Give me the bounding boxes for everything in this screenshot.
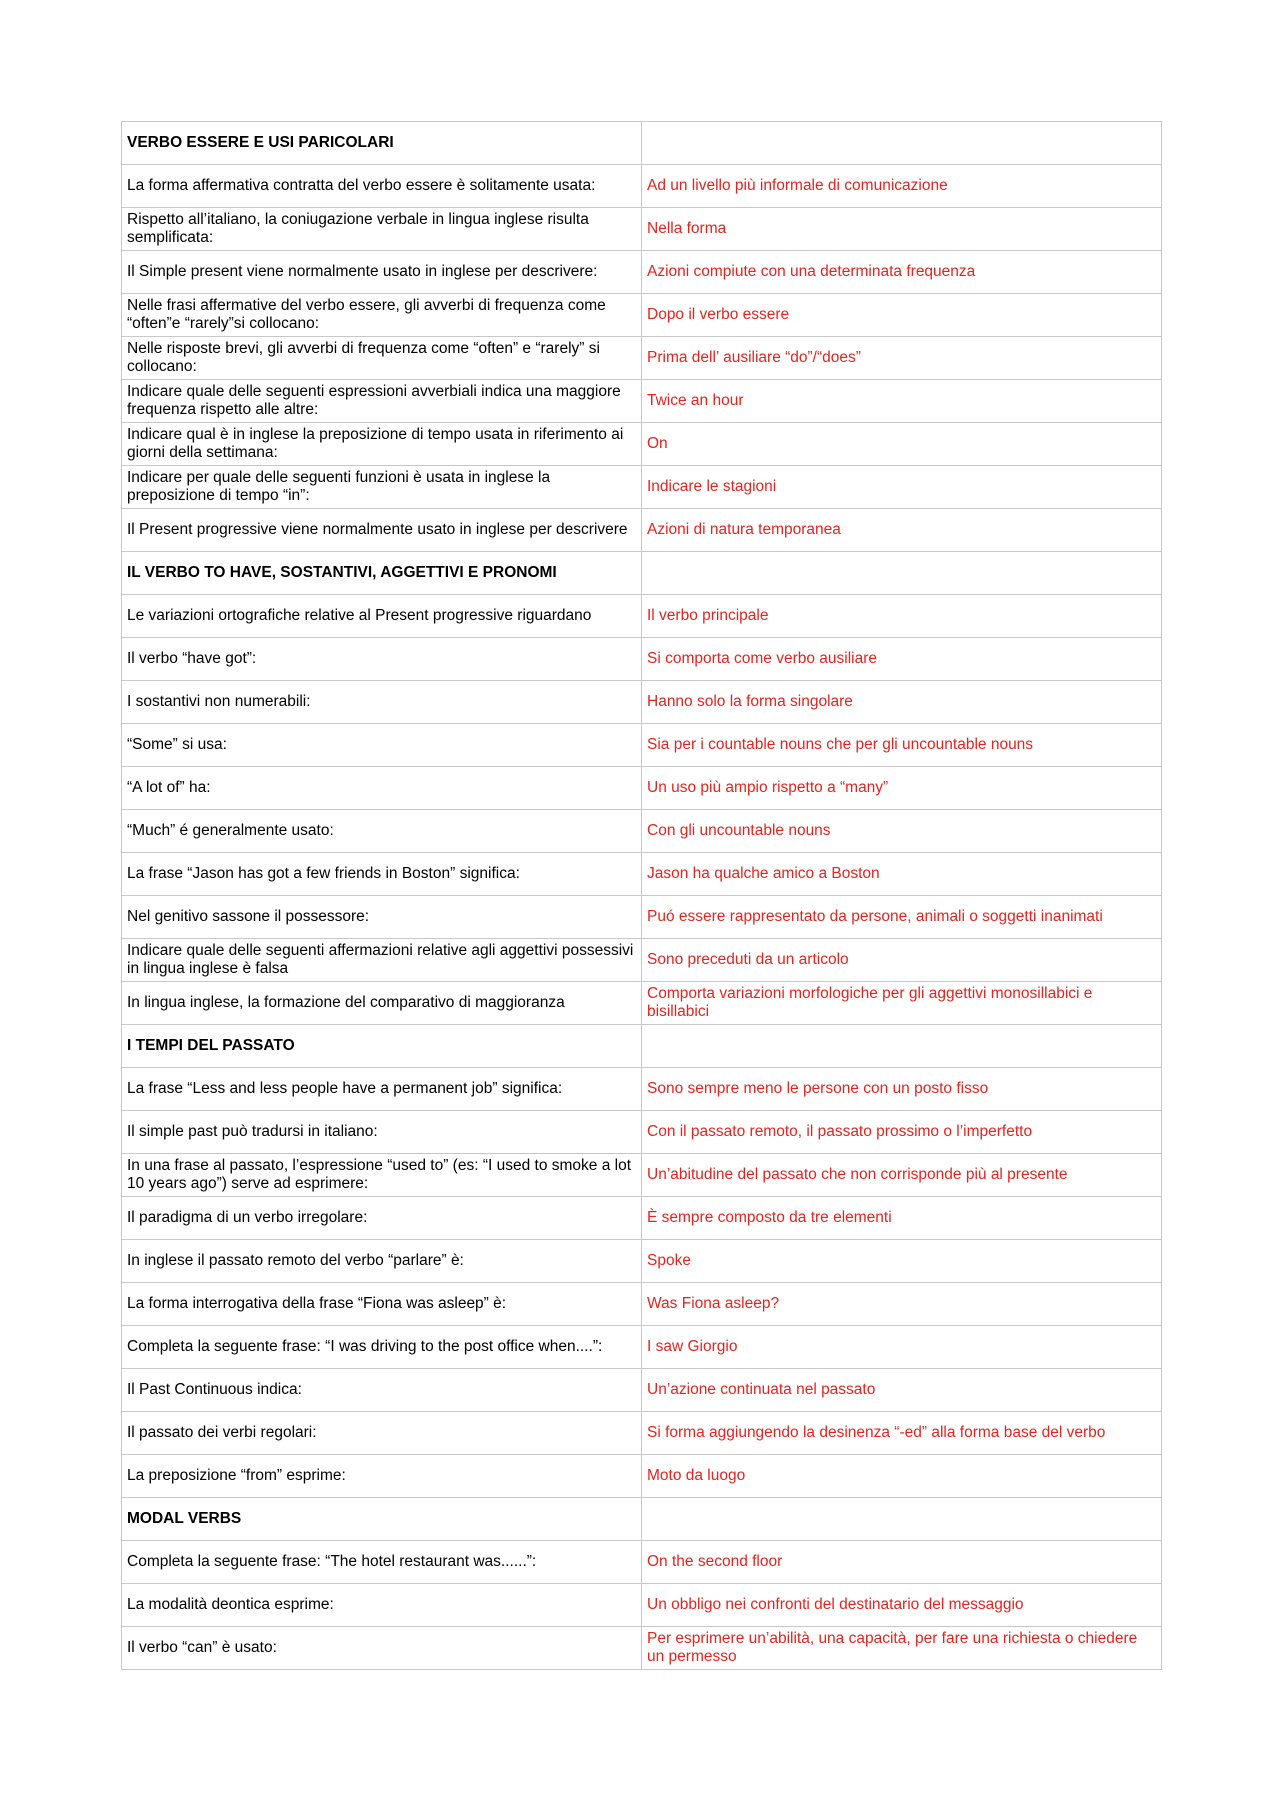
table-row: [122, 208, 1162, 251]
section-title: VERBO ESSERE E USI PARICOLARI: [122, 122, 642, 165]
table-row: [122, 1326, 1162, 1369]
table-row: [122, 1197, 1162, 1240]
table-row: [122, 810, 1162, 853]
answer-cell: Un obbligo nei confronti del destinatario del messaggio: [642, 1584, 1162, 1627]
question-cell: In lingua inglese, la formazione del comparativo di maggioranza: [122, 982, 642, 1025]
qa-table-body: [122, 122, 1162, 1670]
answer-cell: Con il passato remoto, il passato prossimo o l’imperfetto: [642, 1111, 1162, 1154]
question-cell: La frase “Jason has got a few friends in Boston” significa:: [122, 853, 642, 896]
question-cell: In inglese il passato remoto del verbo “parlare” è:: [122, 1240, 642, 1283]
question-cell: In una frase al passato, l’espressione “used to” (es: “I used to smoke a lot 10 years ago”) serve ad esprimere:: [122, 1154, 642, 1197]
answer-cell: Puó essere rappresentato da persone, animali o soggetti inanimati: [642, 896, 1162, 939]
table-row: [122, 423, 1162, 466]
section-title: IL VERBO TO HAVE, SOSTANTIVI, AGGETTIVI E PRONOMI: [122, 552, 642, 595]
section-header-row: [122, 1025, 1162, 1068]
section-header-row: [122, 1498, 1162, 1541]
answer-cell: On: [642, 423, 1162, 466]
table-row: [122, 165, 1162, 208]
table-row: [122, 1412, 1162, 1455]
question-cell: Il passato dei verbi regolari:: [122, 1412, 642, 1455]
question-cell: Il Past Continuous indica:: [122, 1369, 642, 1412]
question-cell: Completa la seguente frase: “The hotel restaurant was......”:: [122, 1541, 642, 1584]
answer-cell: Indicare le stagioni: [642, 466, 1162, 509]
answer-cell: Si forma aggiungendo la desinenza “-ed” alla forma base del verbo: [642, 1412, 1162, 1455]
answer-cell: Hanno solo la forma singolare: [642, 681, 1162, 724]
table-row: [122, 1369, 1162, 1412]
question-cell: La frase “Less and less people have a permanent job” significa:: [122, 1068, 642, 1111]
table-row: [122, 896, 1162, 939]
table-row: [122, 509, 1162, 552]
table-row: [122, 853, 1162, 896]
table-row: [122, 1627, 1162, 1670]
section-header-row: [122, 552, 1162, 595]
question-cell: Indicare quale delle seguenti affermazioni relative agli aggettivi possessivi in lingua inglese è falsa: [122, 939, 642, 982]
answer-cell: Sia per i countable nouns che per gli uncountable nouns: [642, 724, 1162, 767]
question-cell: “Some” si usa:: [122, 724, 642, 767]
answer-cell: Dopo il verbo essere: [642, 294, 1162, 337]
answer-cell: Un’azione continuata nel passato: [642, 1369, 1162, 1412]
answer-cell: Comporta variazioni morfologiche per gli aggettivi monosillabici e bisillabici: [642, 982, 1162, 1025]
answer-cell: Spoke: [642, 1240, 1162, 1283]
question-cell: Indicare quale delle seguenti espressioni avverbiali indica una maggiore frequenza rispetto alle altre:: [122, 380, 642, 423]
question-cell: I sostantivi non numerabili:: [122, 681, 642, 724]
section-title: I TEMPI DEL PASSATO: [122, 1025, 642, 1068]
question-cell: Il Present progressive viene normalmente usato in inglese per descrivere: [122, 509, 642, 552]
table-row: [122, 1068, 1162, 1111]
table-row: [122, 1154, 1162, 1197]
table-row: [122, 1240, 1162, 1283]
answer-cell: È sempre composto da tre elementi: [642, 1197, 1162, 1240]
section-header-row: [122, 122, 1162, 165]
table-row: [122, 337, 1162, 380]
table-row: [122, 681, 1162, 724]
question-cell: Indicare qual è in inglese la preposizione di tempo usata in riferimento ai giorni della settimana:: [122, 423, 642, 466]
answer-cell: Sono sempre meno le persone con un posto fisso: [642, 1068, 1162, 1111]
answer-cell: Moto da luogo: [642, 1455, 1162, 1498]
question-cell: Indicare per quale delle seguenti funzioni è usata in inglese la preposizione di tempo “in”:: [122, 466, 642, 509]
table-row: [122, 1584, 1162, 1627]
question-cell: “Much” é generalmente usato:: [122, 810, 642, 853]
question-cell: Nelle frasi affermative del verbo essere, gli avverbi di frequenza come “often”e “rarely”si collocano:: [122, 294, 642, 337]
table-row: [122, 767, 1162, 810]
table-row: [122, 380, 1162, 423]
table-row: [122, 595, 1162, 638]
qa-table: [121, 121, 1162, 1670]
answer-cell: Jason ha qualche amico a Boston: [642, 853, 1162, 896]
question-cell: Le variazioni ortografiche relative al Present progressive riguardano: [122, 595, 642, 638]
table-row: [122, 982, 1162, 1025]
table-row: [122, 294, 1162, 337]
table-row: [122, 1455, 1162, 1498]
question-cell: Il paradigma di un verbo irregolare:: [122, 1197, 642, 1240]
answer-cell: Azioni compiute con una determinata frequenza: [642, 251, 1162, 294]
question-cell: “A lot of” ha:: [122, 767, 642, 810]
question-cell: Il verbo “can” è usato:: [122, 1627, 642, 1670]
table-row: [122, 638, 1162, 681]
table-row: [122, 251, 1162, 294]
table-row: [122, 466, 1162, 509]
question-cell: La preposizione “from” esprime:: [122, 1455, 642, 1498]
question-cell: Completa la seguente frase: “I was driving to the post office when....”:: [122, 1326, 642, 1369]
table-row: [122, 1111, 1162, 1154]
answer-cell: Con gli uncountable nouns: [642, 810, 1162, 853]
question-cell: La forma interrogativa della frase “Fiona was asleep” è:: [122, 1283, 642, 1326]
question-cell: Il Simple present viene normalmente usato in inglese per descrivere:: [122, 251, 642, 294]
question-cell: Il verbo “have got”:: [122, 638, 642, 681]
answer-cell: Per esprimere un’abilità, una capacità, per fare una richiesta o chiedere un permesso: [642, 1627, 1162, 1670]
answer-cell: Nella forma: [642, 208, 1162, 251]
answer-cell: On the second floor: [642, 1541, 1162, 1584]
section-empty-cell: [642, 552, 1162, 595]
answer-cell: Un’abitudine del passato che non corrisponde più al presente: [642, 1154, 1162, 1197]
section-title: MODAL VERBS: [122, 1498, 642, 1541]
section-empty-cell: [642, 1025, 1162, 1068]
question-cell: Nelle risposte brevi, gli avverbi di frequenza come “often” e “rarely” si collocano:: [122, 337, 642, 380]
answer-cell: Si comporta come verbo ausiliare: [642, 638, 1162, 681]
question-cell: La modalità deontica esprime:: [122, 1584, 642, 1627]
question-cell: La forma affermativa contratta del verbo essere è solitamente usata:: [122, 165, 642, 208]
answer-cell: Azioni di natura temporanea: [642, 509, 1162, 552]
answer-cell: Un uso più ampio rispetto a “many”: [642, 767, 1162, 810]
table-row: [122, 724, 1162, 767]
question-cell: Il simple past può tradursi in italiano:: [122, 1111, 642, 1154]
answer-cell: Was Fiona asleep?: [642, 1283, 1162, 1326]
answer-cell: Sono preceduti da un articolo: [642, 939, 1162, 982]
table-row: [122, 1541, 1162, 1584]
section-empty-cell: [642, 122, 1162, 165]
answer-cell: Ad un livello più informale di comunicazione: [642, 165, 1162, 208]
answer-cell: Twice an hour: [642, 380, 1162, 423]
answer-cell: I saw Giorgio: [642, 1326, 1162, 1369]
answer-cell: Prima dell’ ausiliare “do”/“does”: [642, 337, 1162, 380]
table-row: [122, 939, 1162, 982]
question-cell: Rispetto all’italiano, la coniugazione verbale in lingua inglese risulta semplificata:: [122, 208, 642, 251]
section-empty-cell: [642, 1498, 1162, 1541]
table-row: [122, 1283, 1162, 1326]
question-cell: Nel genitivo sassone il possessore:: [122, 896, 642, 939]
answer-cell: Il verbo principale: [642, 595, 1162, 638]
